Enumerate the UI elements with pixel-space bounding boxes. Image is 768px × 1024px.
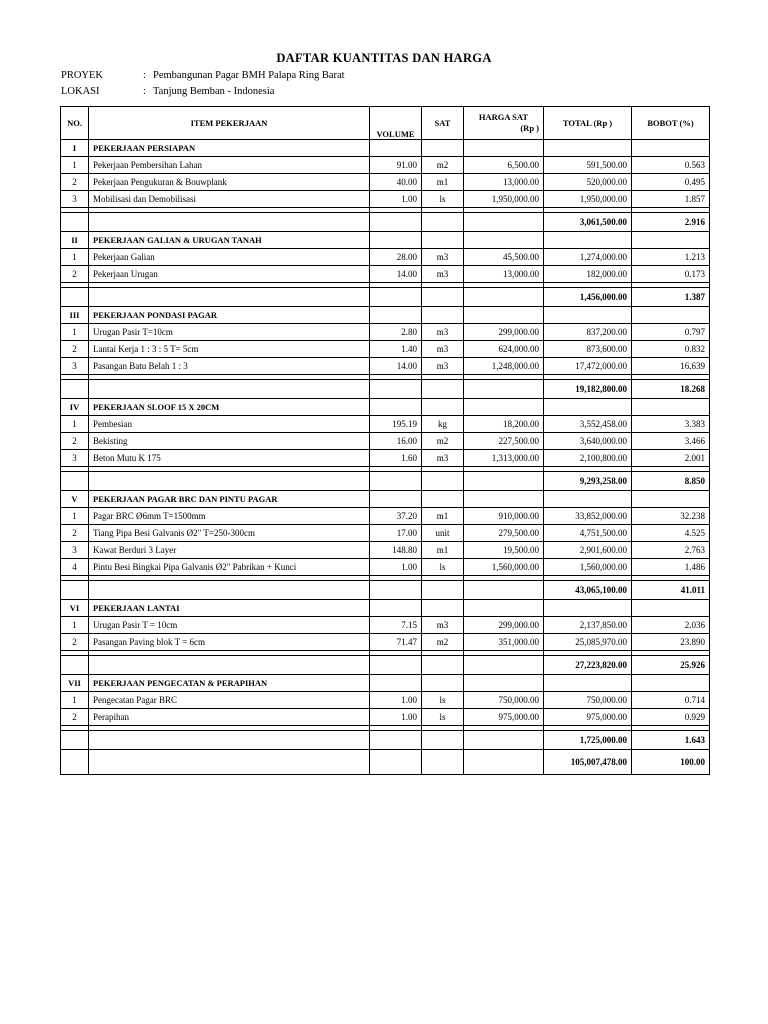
item-unit: ls — [422, 559, 464, 576]
section-title: PEKERJAAN GALIAN & URUGAN TANAH — [89, 232, 370, 249]
section-header-row — [61, 140, 710, 157]
item-name: Beton Mutu K 175 — [89, 450, 370, 467]
item-unit-price: 1,248,000.00 — [464, 358, 544, 375]
location-line — [61, 86, 274, 97]
section-header-row — [61, 491, 710, 508]
item-volume: 1.00 — [370, 559, 422, 576]
subtotal-weight: 2.916 — [632, 213, 710, 232]
item-weight: 1.857 — [632, 191, 710, 208]
item-volume: 40.00 — [370, 174, 422, 191]
empty-cell — [422, 581, 464, 600]
empty-cell — [370, 380, 422, 399]
item-unit-price: 1,313,000.00 — [464, 450, 544, 467]
empty-cell — [422, 307, 464, 324]
project-colon: : — [143, 70, 146, 81]
item-number: 2 — [61, 266, 89, 283]
empty-cell — [544, 491, 632, 508]
empty-cell — [632, 307, 710, 324]
location-value: Tanjung Bemban - Indonesia — [153, 86, 275, 97]
empty-cell — [422, 731, 464, 750]
item-number: 3 — [61, 358, 89, 375]
subtotal-weight: 1.643 — [632, 731, 710, 750]
table-row — [61, 634, 710, 651]
subtotal-weight: 41.011 — [632, 581, 710, 600]
section-title: PEKERJAAN SLOOF 15 X 20CM — [89, 399, 370, 416]
empty-cell — [370, 288, 422, 307]
item-number: 1 — [61, 324, 89, 341]
section-header-row — [61, 232, 710, 249]
empty-cell — [422, 675, 464, 692]
section-header-row — [61, 399, 710, 416]
item-total: 4,751,500.00 — [544, 525, 632, 542]
item-weight: 0.797 — [632, 324, 710, 341]
subtotal-amount: 9,293,258.00 — [544, 472, 632, 491]
item-volume: 91.00 — [370, 157, 422, 174]
project-line — [61, 70, 345, 81]
item-name: Pintu Besi Bingkai Pipa Galvanis Ø2" Pabrikan + Kunci — [89, 559, 370, 576]
item-volume: 1.00 — [370, 692, 422, 709]
empty-cell — [464, 380, 544, 399]
item-unit-price: 351,000.00 — [464, 634, 544, 651]
item-unit-price: 975,000.00 — [464, 709, 544, 726]
item-name: Pekerjaan Pembersihan Lahan — [89, 157, 370, 174]
item-unit: m1 — [422, 542, 464, 559]
item-total: 750,000.00 — [544, 692, 632, 709]
item-unit: ls — [422, 709, 464, 726]
item-number: 2 — [61, 174, 89, 191]
item-volume: 195.19 — [370, 416, 422, 433]
empty-cell — [544, 307, 632, 324]
item-total: 591,500.00 — [544, 157, 632, 174]
empty-cell — [544, 675, 632, 692]
subtotal-amount: 43,065,100.00 — [544, 581, 632, 600]
header-total: TOTAL (Rp ) — [544, 107, 632, 140]
item-total: 873,600.00 — [544, 341, 632, 358]
item-number: 1 — [61, 508, 89, 525]
empty-cell — [422, 288, 464, 307]
item-unit: m1 — [422, 174, 464, 191]
item-total: 3,640,000.00 — [544, 433, 632, 450]
header-sat: SAT — [422, 107, 464, 140]
item-name: Bekisting — [89, 433, 370, 450]
item-name: Mobilisasi dan Demobilisasi — [89, 191, 370, 208]
location-label: LOKASI — [61, 86, 100, 97]
item-weight: 0.173 — [632, 266, 710, 283]
item-total: 2,137,850.00 — [544, 617, 632, 634]
item-name: Pembesian — [89, 416, 370, 433]
item-unit-price: 45,500.00 — [464, 249, 544, 266]
item-name: Urugan Pasir T=10cm — [89, 324, 370, 341]
empty-cell — [89, 656, 370, 675]
subtotal-row — [61, 581, 710, 600]
empty-cell — [370, 399, 422, 416]
item-number: 1 — [61, 157, 89, 174]
empty-cell — [61, 731, 89, 750]
empty-cell — [544, 600, 632, 617]
item-volume: 17.00 — [370, 525, 422, 542]
item-unit-price: 279,500.00 — [464, 525, 544, 542]
empty-cell — [632, 491, 710, 508]
table-row — [61, 692, 710, 709]
subtotal-row — [61, 472, 710, 491]
item-weight: 0.563 — [632, 157, 710, 174]
empty-cell — [632, 600, 710, 617]
item-name: Pekerjaan Pengukuran & Bouwplank — [89, 174, 370, 191]
table-row — [61, 542, 710, 559]
quantity-price-table — [60, 106, 710, 775]
item-weight: 0.832 — [632, 341, 710, 358]
section-title: PEKERJAAN PENGECATAN & PERAPIHAN — [89, 675, 370, 692]
section-header-row — [61, 675, 710, 692]
item-unit: kg — [422, 416, 464, 433]
item-number: 1 — [61, 249, 89, 266]
item-name: Pekerjaan Urugan — [89, 266, 370, 283]
empty-cell — [464, 491, 544, 508]
empty-cell — [370, 472, 422, 491]
empty-cell — [422, 600, 464, 617]
empty-cell — [370, 600, 422, 617]
empty-cell — [422, 232, 464, 249]
empty-cell — [422, 399, 464, 416]
empty-cell — [464, 656, 544, 675]
item-total: 1,274,000.00 — [544, 249, 632, 266]
subtotal-row — [61, 288, 710, 307]
empty-cell — [370, 307, 422, 324]
item-number: 2 — [61, 433, 89, 450]
empty-cell — [632, 232, 710, 249]
empty-cell — [464, 675, 544, 692]
subtotal-weight: 25.926 — [632, 656, 710, 675]
table-row — [61, 433, 710, 450]
item-total: 25,085,970.00 — [544, 634, 632, 651]
subtotal-row — [61, 213, 710, 232]
item-unit-price: 750,000.00 — [464, 692, 544, 709]
section-number: I — [61, 140, 89, 157]
subtotal-row — [61, 656, 710, 675]
item-unit: m3 — [422, 450, 464, 467]
item-number: 2 — [61, 525, 89, 542]
item-weight: 32.238 — [632, 508, 710, 525]
item-unit-price: 1,950,000.00 — [464, 191, 544, 208]
empty-cell — [61, 656, 89, 675]
grand-total-amount: 105,007,478.00 — [544, 750, 632, 775]
grand-total-weight: 100.00 — [632, 750, 710, 775]
item-volume: 37.20 — [370, 508, 422, 525]
table-row — [61, 525, 710, 542]
table-row — [61, 191, 710, 208]
section-header-row — [61, 600, 710, 617]
item-name: Pekerjaan Galian — [89, 249, 370, 266]
location-colon: : — [143, 86, 146, 97]
empty-cell — [61, 581, 89, 600]
empty-cell — [422, 750, 464, 775]
empty-cell — [370, 656, 422, 675]
item-name: Lantai Kerja 1 : 3 : 5 T= 5cm — [89, 341, 370, 358]
item-unit: m1 — [422, 508, 464, 525]
table-row — [61, 324, 710, 341]
item-number: 3 — [61, 191, 89, 208]
item-weight: 2.036 — [632, 617, 710, 634]
empty-cell — [61, 288, 89, 307]
item-total: 837,200.00 — [544, 324, 632, 341]
empty-cell — [422, 472, 464, 491]
item-volume: 7.15 — [370, 617, 422, 634]
empty-cell — [464, 581, 544, 600]
item-volume: 16.00 — [370, 433, 422, 450]
empty-cell — [544, 399, 632, 416]
empty-cell — [632, 399, 710, 416]
empty-cell — [632, 140, 710, 157]
item-weight: 0.929 — [632, 709, 710, 726]
empty-cell — [464, 750, 544, 775]
item-total: 520,000.00 — [544, 174, 632, 191]
subtotal-weight: 1.387 — [632, 288, 710, 307]
item-unit: ls — [422, 191, 464, 208]
project-label: PROYEK — [61, 70, 104, 81]
empty-cell — [370, 731, 422, 750]
item-number: 2 — [61, 709, 89, 726]
table-body — [61, 140, 710, 775]
item-unit: m2 — [422, 157, 464, 174]
section-number: III — [61, 307, 89, 324]
item-number: 3 — [61, 542, 89, 559]
item-unit: unit — [422, 525, 464, 542]
empty-cell — [464, 399, 544, 416]
item-number: 4 — [61, 559, 89, 576]
item-weight: 3.383 — [632, 416, 710, 433]
item-number: 1 — [61, 692, 89, 709]
item-unit-price: 910,000.00 — [464, 508, 544, 525]
item-name: Pagar BRC Ø6mm T=1500mm — [89, 508, 370, 525]
item-unit: m3 — [422, 266, 464, 283]
empty-cell — [422, 213, 464, 232]
table-row — [61, 249, 710, 266]
item-unit-price: 1,560,000.00 — [464, 559, 544, 576]
section-number: VI — [61, 600, 89, 617]
section-number: IV — [61, 399, 89, 416]
empty-cell — [464, 472, 544, 491]
empty-cell — [632, 675, 710, 692]
empty-cell — [544, 140, 632, 157]
item-volume: 148.80 — [370, 542, 422, 559]
subtotal-row — [61, 731, 710, 750]
item-total: 3,552,458.00 — [544, 416, 632, 433]
table-row — [61, 266, 710, 283]
empty-cell — [544, 232, 632, 249]
empty-cell — [422, 140, 464, 157]
section-title: PEKERJAAN PAGAR BRC DAN PINTU PAGAR — [89, 491, 370, 508]
table-row — [61, 174, 710, 191]
section-title: PEKERJAAN LANTAI — [89, 600, 370, 617]
item-unit: m3 — [422, 324, 464, 341]
item-unit: ls — [422, 692, 464, 709]
item-total: 182,000.00 — [544, 266, 632, 283]
table-row — [61, 709, 710, 726]
item-weight: 2.763 — [632, 542, 710, 559]
header-harga — [464, 107, 544, 140]
item-weight: 3.466 — [632, 433, 710, 450]
section-title: PEKERJAAN PONDASI PAGAR — [89, 307, 370, 324]
empty-cell — [89, 472, 370, 491]
item-total: 33,852,000.00 — [544, 508, 632, 525]
item-name: Pasangan Paving blok T = 6cm — [89, 634, 370, 651]
item-unit-price: 13,000.00 — [464, 174, 544, 191]
item-number: 2 — [61, 341, 89, 358]
empty-cell — [61, 472, 89, 491]
item-weight: 2.001 — [632, 450, 710, 467]
item-unit-price: 299,000.00 — [464, 617, 544, 634]
item-weight: 4.525 — [632, 525, 710, 542]
subtotal-weight: 18.268 — [632, 380, 710, 399]
item-unit-price: 6,500.00 — [464, 157, 544, 174]
table-row — [61, 416, 710, 433]
table-row — [61, 358, 710, 375]
empty-cell — [61, 380, 89, 399]
empty-cell — [464, 140, 544, 157]
item-weight: 1.486 — [632, 559, 710, 576]
item-volume: 2.80 — [370, 324, 422, 341]
empty-cell — [89, 380, 370, 399]
item-number: 2 — [61, 634, 89, 651]
section-header-row — [61, 307, 710, 324]
item-unit-price: 624,000.00 — [464, 341, 544, 358]
item-name: Pasangan Batu Belah 1 : 3 — [89, 358, 370, 375]
item-total: 2,100,800.00 — [544, 450, 632, 467]
item-volume: 1.40 — [370, 341, 422, 358]
empty-cell — [464, 307, 544, 324]
empty-cell — [370, 232, 422, 249]
subtotal-row — [61, 380, 710, 399]
project-value: Pembangunan Pagar BMH Palapa Ring Barat — [153, 70, 345, 81]
item-total: 1,560,000.00 — [544, 559, 632, 576]
empty-cell — [89, 750, 370, 775]
section-number: II — [61, 232, 89, 249]
item-name: Kawat Berduri 3 Layer — [89, 542, 370, 559]
item-volume: 1.00 — [370, 709, 422, 726]
empty-cell — [89, 288, 370, 307]
empty-cell — [422, 491, 464, 508]
item-total: 17,472,000.00 — [544, 358, 632, 375]
item-volume: 14.00 — [370, 266, 422, 283]
empty-cell — [89, 213, 370, 232]
subtotal-amount: 1,725,000.00 — [544, 731, 632, 750]
item-total: 2,901,600.00 — [544, 542, 632, 559]
item-volume: 1.60 — [370, 450, 422, 467]
item-total: 975,000.00 — [544, 709, 632, 726]
item-number: 3 — [61, 450, 89, 467]
empty-cell — [370, 581, 422, 600]
item-unit-price: 18,200.00 — [464, 416, 544, 433]
header-bobot: BOBOT (%) — [632, 107, 710, 140]
empty-cell — [89, 731, 370, 750]
header-harga-line1: HARGA SAT — [478, 112, 529, 122]
item-name: Urugan Pasir T = 10cm — [89, 617, 370, 634]
subtotal-weight: 8.850 — [632, 472, 710, 491]
item-total: 1,950,000.00 — [544, 191, 632, 208]
item-unit-price: 13,000.00 — [464, 266, 544, 283]
empty-cell — [370, 675, 422, 692]
empty-cell — [370, 213, 422, 232]
table-header-row — [61, 107, 710, 140]
subtotal-amount: 1,456,000.00 — [544, 288, 632, 307]
item-volume: 28.00 — [370, 249, 422, 266]
table-row — [61, 341, 710, 358]
document-title: DAFTAR KUANTITAS DAN HARGA — [276, 51, 492, 65]
empty-cell — [464, 288, 544, 307]
section-number: VII — [61, 675, 89, 692]
item-weight: 0.714 — [632, 692, 710, 709]
empty-cell — [464, 600, 544, 617]
empty-cell — [370, 491, 422, 508]
item-unit-price: 227,500.00 — [464, 433, 544, 450]
empty-cell — [464, 232, 544, 249]
empty-cell — [370, 140, 422, 157]
subtotal-amount: 19,182,800.00 — [544, 380, 632, 399]
subtotal-amount: 27,223,820.00 — [544, 656, 632, 675]
table-row — [61, 508, 710, 525]
table-row — [61, 559, 710, 576]
item-name: Pengecatan Pagar BRC — [89, 692, 370, 709]
item-name: Perapihan — [89, 709, 370, 726]
item-unit-price: 19,500.00 — [464, 542, 544, 559]
item-unit: m3 — [422, 358, 464, 375]
item-weight: 23.890 — [632, 634, 710, 651]
item-number: 1 — [61, 617, 89, 634]
item-name: Tiang Pipa Besi Galvanis Ø2" T=250-300cm — [89, 525, 370, 542]
empty-cell — [61, 750, 89, 775]
empty-cell — [61, 213, 89, 232]
table-row — [61, 157, 710, 174]
item-unit: m2 — [422, 433, 464, 450]
header-harga-line2: (Rp ) — [520, 123, 539, 133]
item-unit-price: 299,000.00 — [464, 324, 544, 341]
empty-cell — [370, 750, 422, 775]
section-number: V — [61, 491, 89, 508]
item-weight: 1.213 — [632, 249, 710, 266]
grand-total-row — [61, 750, 710, 775]
header-no: NO. — [61, 107, 89, 140]
header-item: ITEM PEKERJAAN — [89, 107, 370, 140]
table-row — [61, 617, 710, 634]
empty-cell — [422, 380, 464, 399]
item-weight: 16.639 — [632, 358, 710, 375]
item-unit: m3 — [422, 617, 464, 634]
header-volume: VOLUME — [370, 107, 422, 140]
subtotal-amount: 3,061,500.00 — [544, 213, 632, 232]
item-unit: m3 — [422, 341, 464, 358]
section-title: PEKERJAAN PERSIAPAN — [89, 140, 370, 157]
item-volume: 1.00 — [370, 191, 422, 208]
item-volume: 14.00 — [370, 358, 422, 375]
empty-cell — [464, 731, 544, 750]
empty-cell — [464, 213, 544, 232]
item-unit: m3 — [422, 249, 464, 266]
item-unit: m2 — [422, 634, 464, 651]
item-number: 1 — [61, 416, 89, 433]
item-weight: 0.495 — [632, 174, 710, 191]
table-row — [61, 450, 710, 467]
item-volume: 71.47 — [370, 634, 422, 651]
empty-cell — [89, 581, 370, 600]
empty-cell — [422, 656, 464, 675]
